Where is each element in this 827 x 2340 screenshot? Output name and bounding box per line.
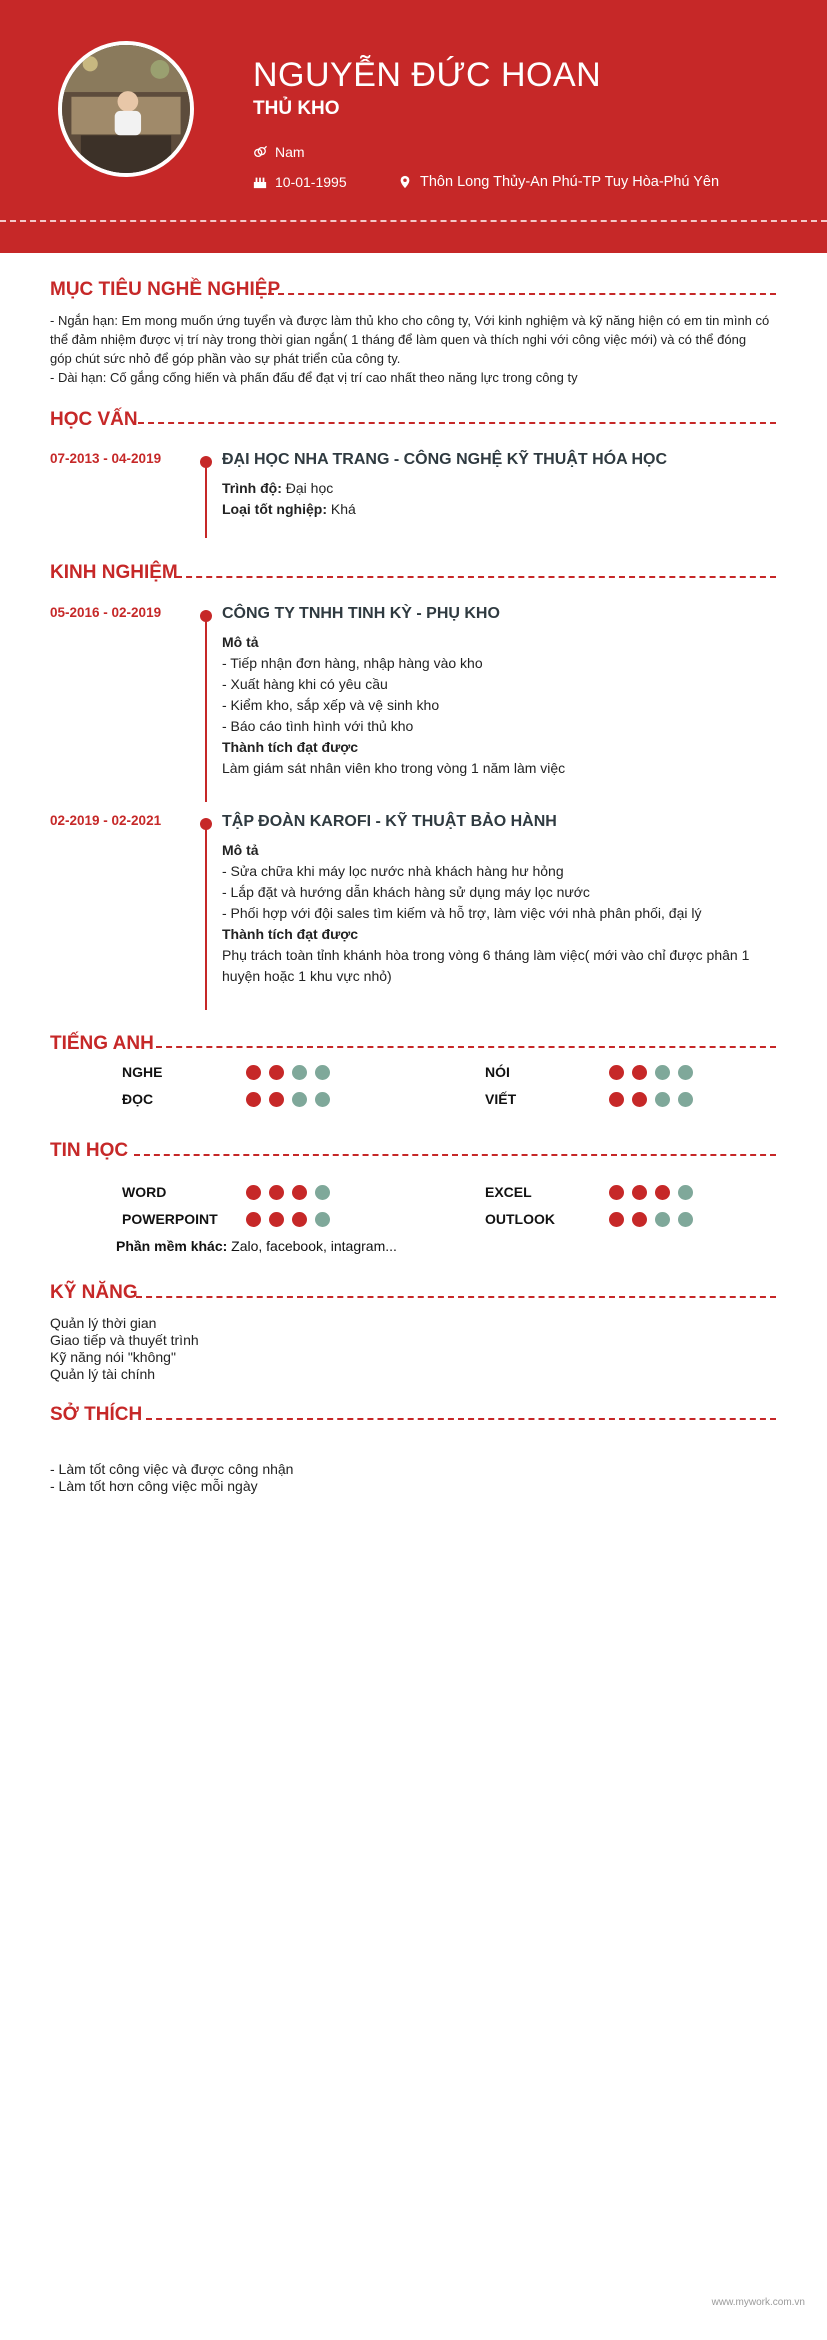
- it-other-label: Phần mềm khác:: [116, 1238, 228, 1254]
- education-date: 07-2013 - 04-2019: [50, 451, 162, 466]
- experience-1-task: - Báo cáo tình hình với thủ kho: [222, 718, 414, 734]
- education-grade-label: Loại tốt nghiệp:: [222, 501, 327, 517]
- english-divider: [156, 1046, 776, 1048]
- rating-dot-empty: [292, 1065, 307, 1080]
- rating-dot-filled: [655, 1185, 670, 1200]
- education-heading: HỌC VẤN: [50, 409, 138, 430]
- english-reading-label: ĐỌC: [122, 1091, 154, 1107]
- experience-1-task: - Kiểm kho, sắp xếp và vệ sinh kho: [222, 697, 440, 713]
- rating-dot-filled: [246, 1185, 261, 1200]
- experience-2-date: 02-2019 - 02-2021: [50, 813, 162, 828]
- rating-dot-filled: [292, 1185, 307, 1200]
- it-powerpoint-rating: [246, 1212, 330, 1227]
- it-word-rating: [246, 1185, 330, 1200]
- english-heading: TIẾNG ANH: [50, 1033, 154, 1054]
- avatar-photo: [62, 45, 190, 173]
- rating-dot-filled: [269, 1065, 284, 1080]
- english-speaking-rating: [609, 1065, 693, 1080]
- hobby-item: - Làm tốt công việc và được công nhận: [50, 1461, 294, 1477]
- experience-2-achievement: Phụ trách toàn tỉnh khánh hòa trong vòng 6 tháng làm việc( mới vào chỉ được phân 1 huyện hoặc 1 khu vực nhỏ): [222, 947, 750, 984]
- rating-dot-filled: [292, 1212, 307, 1227]
- address-text: Thôn Long Thủy-An Phú-TP Tuy Hòa-Phú Yên: [420, 174, 720, 190]
- it-word-label: WORD: [122, 1184, 167, 1200]
- experience-1-task: - Tiếp nhận đơn hàng, nhập hàng vào kho: [222, 655, 483, 671]
- avatar: [58, 41, 194, 177]
- skill-item: Quản lý thời gian: [50, 1315, 157, 1331]
- education-level-row: [222, 478, 782, 499]
- map-pin-icon: [398, 175, 412, 189]
- experience-1-task: - Xuất hàng khi có yêu cầu: [222, 676, 388, 692]
- rating-dot-empty: [655, 1092, 670, 1107]
- education-level-label: Trình độ:: [222, 480, 282, 496]
- rating-dot-filled: [246, 1065, 261, 1080]
- it-powerpoint-label: POWERPOINT: [122, 1211, 218, 1227]
- experience-1-achieve-label: Thành tích đạt được: [222, 739, 358, 755]
- rating-dot-filled: [246, 1212, 261, 1227]
- experience-2-company: TẬP ĐOÀN KAROFI - KỸ THUẬT BẢO HÀNH: [222, 813, 557, 830]
- rating-dot-filled: [632, 1065, 647, 1080]
- skill-item: Giao tiếp và thuyết trình: [50, 1332, 199, 1348]
- rating-dot-empty: [315, 1092, 330, 1107]
- hobby-item: - Làm tốt hơn công việc mỗi ngày: [50, 1478, 258, 1494]
- experience-2-details: [222, 840, 782, 987]
- it-outlook-rating: [609, 1212, 693, 1227]
- rating-dot-empty: [655, 1212, 670, 1227]
- english-reading-rating: [246, 1092, 330, 1107]
- hobbies-heading: SỞ THÍCH: [50, 1404, 143, 1425]
- rating-dot-filled: [269, 1185, 284, 1200]
- rating-dot-empty: [315, 1185, 330, 1200]
- skill-item: Quản lý tài chính: [50, 1366, 156, 1382]
- objective-divider: [268, 293, 776, 295]
- objective-long-term: - Dài hạn: Cố gắng cống hiến và phấn đấu để đạt vị trí cao nhất theo năng lực trong công ty: [50, 370, 578, 385]
- experience-2-timeline-dot: [200, 818, 212, 830]
- education-divider: [138, 422, 776, 424]
- it-heading: TIN HỌC: [50, 1140, 129, 1161]
- it-divider: [134, 1154, 776, 1156]
- rating-dot-empty: [315, 1065, 330, 1080]
- full-name: NGUYỄN ĐỨC HOAN: [253, 56, 602, 94]
- education-grade: Khá: [330, 501, 356, 517]
- rating-dot-empty: [655, 1065, 670, 1080]
- rating-dot-filled: [632, 1212, 647, 1227]
- rating-dot-filled: [246, 1092, 261, 1107]
- experience-2-task: - Phối hợp với đội sales tìm kiếm và hỗ trợ, làm việc với nhà phân phối, đại lý: [222, 905, 702, 921]
- english-listening-rating: [246, 1065, 330, 1080]
- rating-dot-filled: [632, 1092, 647, 1107]
- experience-1-timeline: [205, 616, 207, 802]
- rating-dot-filled: [269, 1092, 284, 1107]
- education-timeline-dot: [200, 456, 212, 468]
- header: [0, 0, 827, 253]
- address-info: [398, 174, 719, 190]
- experience-1-desc-label: Mô tả: [222, 634, 259, 650]
- experience-1-company: CÔNG TY TNHH TINH KỲ - PHỤ KHO: [222, 605, 500, 622]
- rating-dot-filled: [609, 1065, 624, 1080]
- english-writing-label: VIẾT: [485, 1091, 517, 1107]
- education-grade-row: [222, 499, 782, 520]
- english-listening-label: NGHE: [122, 1064, 163, 1080]
- english-speaking-label: NÓI: [485, 1064, 510, 1080]
- it-other-software: [116, 1238, 397, 1254]
- objective-heading: MỤC TIÊU NGHỀ NGHIỆP: [50, 279, 281, 300]
- birthday-text: 10-01-1995: [275, 174, 347, 190]
- experience-2-task: - Sửa chữa khi máy lọc nước nhà khách hàng hư hỏng: [222, 863, 564, 879]
- gender-icon: [253, 145, 267, 159]
- objective-text: [50, 311, 770, 387]
- education-level: Đại học: [285, 480, 334, 496]
- objective-short-term: - Ngắn hạn: Em mong muốn ứng tuyển và được làm thủ kho cho công ty, Với kinh nghiệm và kỹ năng hiện có em tin mình có thể đảm nhiệm được vị trí này trong thời gian ngắn( 1 tháng để làm quen và thích nghi với công việc mới) và có thể đóng góp chút sức nhỏ để góp phần vào sự phát triển của công ty.: [50, 313, 770, 366]
- it-excel-label: EXCEL: [485, 1184, 532, 1200]
- rating-dot-empty: [678, 1065, 693, 1080]
- gender-text: Nam: [275, 144, 305, 160]
- experience-heading: KINH NGHIỆM: [50, 562, 178, 583]
- rating-dot-empty: [678, 1092, 693, 1107]
- cake-icon: [253, 175, 267, 189]
- experience-1-date: 05-2016 - 02-2019: [50, 605, 162, 620]
- rating-dot-filled: [269, 1212, 284, 1227]
- english-writing-rating: [609, 1092, 693, 1107]
- skills-heading: KỸ NĂNG: [50, 1282, 138, 1303]
- rating-dot-filled: [609, 1212, 624, 1227]
- experience-divider: [176, 576, 776, 578]
- rating-dot-filled: [632, 1185, 647, 1200]
- experience-1-achievement: Làm giám sát nhân viên kho trong vòng 1 năm làm việc: [222, 760, 566, 776]
- gender-info: [253, 144, 305, 160]
- experience-2-desc-label: Mô tả: [222, 842, 259, 858]
- it-excel-rating: [609, 1185, 693, 1200]
- education-details: [222, 478, 782, 520]
- hobbies-list: [50, 1461, 293, 1495]
- skills-list: [50, 1315, 199, 1383]
- job-title: THỦ KHO: [253, 98, 340, 119]
- experience-2-task: - Lắp đặt và hướng dẫn khách hàng sử dụng máy lọc nước: [222, 884, 590, 900]
- birthday-info: [253, 174, 347, 190]
- it-outlook-label: OUTLOOK: [485, 1211, 555, 1227]
- footer-watermark: www.mywork.com.vn: [711, 2297, 805, 2308]
- experience-2-achieve-label: Thành tích đạt được: [222, 926, 358, 942]
- hobbies-divider: [146, 1418, 776, 1420]
- it-other-value: Zalo, facebook, intagram...: [231, 1238, 397, 1254]
- education-school: ĐẠI HỌC NHA TRANG - CÔNG NGHỆ KỸ THUẬT HÓA HỌC: [222, 451, 668, 468]
- skill-item: Kỹ năng nói "không": [50, 1349, 176, 1365]
- rating-dot-empty: [678, 1212, 693, 1227]
- education-timeline: [205, 462, 207, 538]
- experience-1-details: [222, 632, 782, 779]
- header-divider: [0, 220, 827, 222]
- rating-dot-filled: [609, 1092, 624, 1107]
- rating-dot-filled: [609, 1185, 624, 1200]
- experience-1-timeline-dot: [200, 610, 212, 622]
- rating-dot-empty: [678, 1185, 693, 1200]
- rating-dot-empty: [292, 1092, 307, 1107]
- skills-divider: [136, 1296, 776, 1298]
- experience-2-timeline: [205, 824, 207, 1010]
- rating-dot-empty: [315, 1212, 330, 1227]
